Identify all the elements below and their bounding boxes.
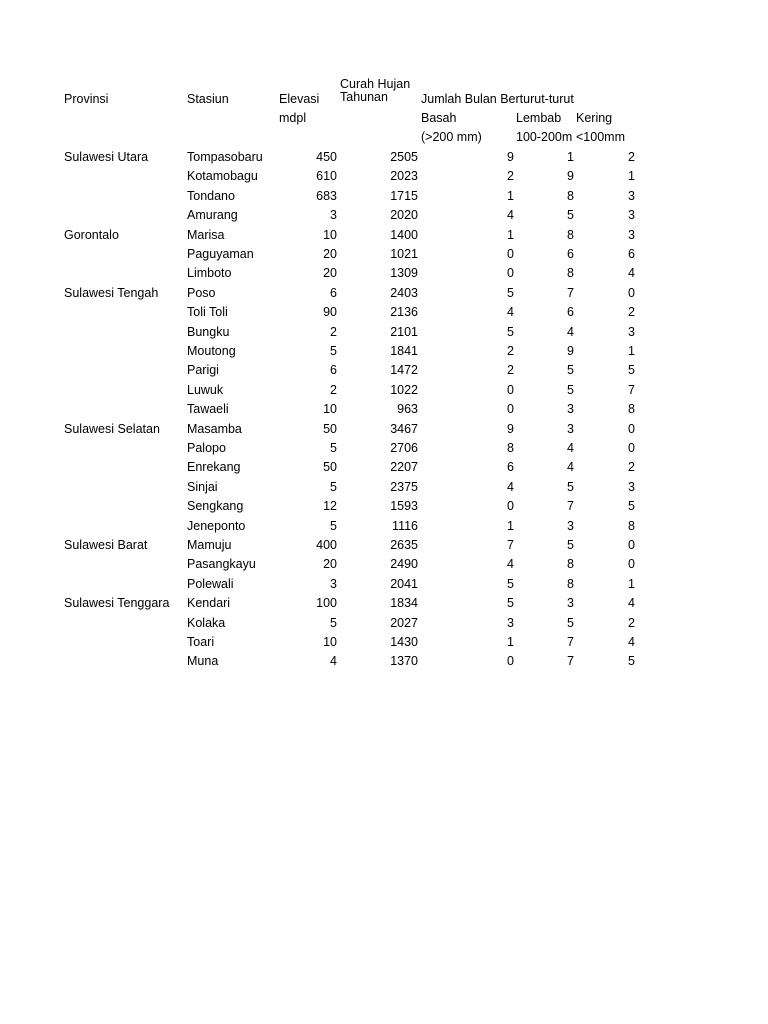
cell-elevasi: 12 bbox=[323, 499, 337, 513]
cell-basah: 4 bbox=[507, 208, 514, 222]
cell-curah-hujan: 1841 bbox=[390, 344, 418, 358]
cell-kering: 1 bbox=[628, 344, 635, 358]
cell-kering: 0 bbox=[628, 286, 635, 300]
cell-elevasi: 2 bbox=[330, 325, 337, 339]
cell-kering: 4 bbox=[628, 596, 635, 610]
cell-lembab: 8 bbox=[567, 266, 574, 280]
header-jumlah-bulan: Jumlah Bulan Berturut-turut bbox=[421, 92, 574, 106]
cell-kering: 1 bbox=[628, 577, 635, 591]
cell-lembab: 3 bbox=[567, 519, 574, 533]
cell-lembab: 4 bbox=[567, 441, 574, 455]
header-curah-hujan: Curah Hujan bbox=[340, 77, 411, 91]
cell-kering: 0 bbox=[628, 538, 635, 552]
cell-basah: 0 bbox=[507, 247, 514, 261]
cell-kering: 0 bbox=[628, 557, 635, 571]
cell-stasiun: Kolaka bbox=[187, 616, 226, 630]
cell-basah: 8 bbox=[507, 441, 514, 455]
cell-lembab: 8 bbox=[567, 189, 574, 203]
cell-elevasi: 610 bbox=[316, 169, 337, 183]
cell-kering: 5 bbox=[628, 363, 635, 377]
cell-stasiun: Muna bbox=[187, 654, 219, 668]
cell-elevasi: 20 bbox=[323, 557, 337, 571]
cell-kering: 7 bbox=[628, 383, 635, 397]
cell-elevasi: 5 bbox=[330, 344, 337, 358]
cell-elevasi: 5 bbox=[330, 441, 337, 455]
cell-curah-hujan: 963 bbox=[397, 402, 418, 416]
cell-curah-hujan: 1593 bbox=[390, 499, 418, 513]
cell-kering: 1 bbox=[628, 169, 635, 183]
header-kering: Kering bbox=[576, 111, 613, 125]
cell-lembab: 1 bbox=[567, 150, 574, 164]
cell-lembab: 4 bbox=[567, 325, 574, 339]
cell-stasiun: Tondano bbox=[187, 189, 235, 203]
cell-stasiun: Poso bbox=[187, 286, 216, 300]
cell-lembab: 4 bbox=[567, 460, 574, 474]
cell-provinsi: Sulawesi Barat bbox=[64, 538, 148, 552]
cell-kering: 2 bbox=[628, 150, 635, 164]
cell-stasiun: Toli Toli bbox=[187, 305, 228, 319]
cell-stasiun: Palopo bbox=[187, 441, 226, 455]
cell-basah: 1 bbox=[507, 635, 514, 649]
cell-elevasi: 90 bbox=[323, 305, 337, 319]
cell-stasiun: Bungku bbox=[187, 325, 230, 339]
cell-lembab: 6 bbox=[567, 305, 574, 319]
cell-provinsi: Gorontalo bbox=[64, 228, 119, 242]
cell-basah: 5 bbox=[507, 325, 514, 339]
cell-kering: 8 bbox=[628, 519, 635, 533]
cell-elevasi: 450 bbox=[316, 150, 337, 164]
cell-curah-hujan: 1430 bbox=[390, 635, 418, 649]
cell-elevasi: 5 bbox=[330, 519, 337, 533]
cell-lembab: 7 bbox=[567, 654, 574, 668]
cell-basah: 2 bbox=[507, 363, 514, 377]
cell-provinsi: Sulawesi Selatan bbox=[64, 422, 160, 436]
cell-provinsi: Sulawesi Tenggara bbox=[64, 596, 170, 610]
cell-basah: 0 bbox=[507, 654, 514, 668]
cell-stasiun: Pasangkayu bbox=[187, 557, 256, 571]
cell-kering: 3 bbox=[628, 208, 635, 222]
cell-kering: 2 bbox=[628, 616, 635, 630]
cell-stasiun: Enrekang bbox=[187, 460, 241, 474]
cell-kering: 3 bbox=[628, 480, 635, 494]
cell-elevasi: 50 bbox=[323, 460, 337, 474]
cell-stasiun: Sengkang bbox=[187, 499, 244, 513]
cell-lembab: 9 bbox=[567, 169, 574, 183]
cell-stasiun: Limboto bbox=[187, 266, 232, 280]
cell-lembab: 5 bbox=[567, 363, 574, 377]
cell-basah: 0 bbox=[507, 499, 514, 513]
cell-basah: 9 bbox=[507, 150, 514, 164]
cell-curah-hujan: 1400 bbox=[390, 228, 418, 242]
cell-lembab: 8 bbox=[567, 557, 574, 571]
cell-lembab: 8 bbox=[567, 228, 574, 242]
cell-basah: 2 bbox=[507, 169, 514, 183]
cell-basah: 1 bbox=[507, 519, 514, 533]
cell-kering: 3 bbox=[628, 189, 635, 203]
cell-stasiun: Jeneponto bbox=[187, 519, 246, 533]
cell-lembab: 7 bbox=[567, 499, 574, 513]
cell-elevasi: 400 bbox=[316, 538, 337, 552]
cell-provinsi: Sulawesi Tengah bbox=[64, 286, 159, 300]
cell-kering: 6 bbox=[628, 247, 635, 261]
cell-stasiun: Tompasobaru bbox=[187, 150, 263, 164]
cell-stasiun: Moutong bbox=[187, 344, 236, 358]
cell-curah-hujan: 1022 bbox=[390, 383, 418, 397]
cell-kering: 8 bbox=[628, 402, 635, 416]
cell-kering: 4 bbox=[628, 635, 635, 649]
cell-basah: 1 bbox=[507, 189, 514, 203]
cell-kering: 4 bbox=[628, 266, 635, 280]
cell-curah-hujan: 1309 bbox=[390, 266, 418, 280]
cell-elevasi: 5 bbox=[330, 616, 337, 630]
cell-curah-hujan: 1116 bbox=[392, 519, 418, 533]
cell-curah-hujan: 2041 bbox=[390, 577, 418, 591]
cell-basah: 7 bbox=[507, 538, 514, 552]
cell-basah: 4 bbox=[507, 305, 514, 319]
cell-curah-hujan: 2490 bbox=[390, 557, 418, 571]
header-tahunan: Tahunan bbox=[340, 90, 388, 104]
cell-elevasi: 5 bbox=[330, 480, 337, 494]
cell-basah: 1 bbox=[507, 228, 514, 242]
cell-curah-hujan: 1834 bbox=[390, 596, 418, 610]
cell-basah: 3 bbox=[507, 616, 514, 630]
cell-kering: 2 bbox=[628, 460, 635, 474]
cell-elevasi: 6 bbox=[330, 363, 337, 377]
cell-stasiun: Paguyaman bbox=[187, 247, 254, 261]
cell-basah: 4 bbox=[507, 557, 514, 571]
cell-curah-hujan: 2505 bbox=[390, 150, 418, 164]
cell-basah: 0 bbox=[507, 383, 514, 397]
cell-curah-hujan: 1715 bbox=[390, 189, 418, 203]
header-provinsi: Provinsi bbox=[64, 92, 109, 106]
cell-stasiun: Tawaeli bbox=[187, 402, 229, 416]
header-lembab: Lembab bbox=[516, 111, 562, 125]
cell-stasiun: Parigi bbox=[187, 363, 219, 377]
cell-basah: 5 bbox=[507, 596, 514, 610]
cell-stasiun: Masamba bbox=[187, 422, 242, 436]
cell-stasiun: Kendari bbox=[187, 596, 231, 610]
cell-elevasi: 10 bbox=[323, 402, 337, 416]
header-basah-range: (>200 mm) bbox=[421, 130, 482, 144]
cell-curah-hujan: 3467 bbox=[390, 422, 418, 436]
cell-basah: 0 bbox=[507, 402, 514, 416]
cell-kering: 0 bbox=[628, 441, 635, 455]
cell-kering: 3 bbox=[628, 325, 635, 339]
cell-elevasi: 2 bbox=[330, 383, 337, 397]
cell-lembab: 5 bbox=[567, 538, 574, 552]
cell-lembab: 3 bbox=[567, 422, 574, 436]
cell-curah-hujan: 2706 bbox=[390, 441, 418, 455]
cell-curah-hujan: 2207 bbox=[390, 460, 418, 474]
cell-kering: 0 bbox=[628, 422, 635, 436]
cell-stasiun: Sinjai bbox=[187, 480, 218, 494]
cell-lembab: 5 bbox=[567, 208, 574, 222]
cell-stasiun: Mamuju bbox=[187, 538, 232, 552]
cell-stasiun: Amurang bbox=[187, 208, 238, 222]
cell-stasiun: Marisa bbox=[187, 228, 225, 242]
header-elevasi-unit: mdpl bbox=[279, 111, 307, 125]
cell-provinsi: Sulawesi Utara bbox=[64, 150, 149, 164]
cell-elevasi: 20 bbox=[323, 266, 337, 280]
cell-kering: 5 bbox=[628, 654, 635, 668]
cell-elevasi: 4 bbox=[330, 654, 337, 668]
cell-stasiun: Luwuk bbox=[187, 383, 224, 397]
cell-curah-hujan: 2027 bbox=[390, 616, 418, 630]
cell-lembab: 7 bbox=[567, 286, 574, 300]
cell-elevasi: 3 bbox=[330, 577, 337, 591]
cell-elevasi: 3 bbox=[330, 208, 337, 222]
cell-stasiun: Toari bbox=[187, 635, 215, 649]
cell-basah: 0 bbox=[507, 266, 514, 280]
cell-lembab: 5 bbox=[567, 383, 574, 397]
cell-curah-hujan: 1021 bbox=[390, 247, 418, 261]
cell-elevasi: 10 bbox=[323, 635, 337, 649]
cell-curah-hujan: 2375 bbox=[390, 480, 418, 494]
cell-basah: 5 bbox=[507, 577, 514, 591]
cell-lembab: 8 bbox=[567, 577, 574, 591]
header-kering-range: <100mm bbox=[576, 130, 625, 144]
header-lembab-range: 100-200m bbox=[516, 130, 573, 144]
cell-elevasi: 683 bbox=[316, 189, 337, 203]
cell-curah-hujan: 2020 bbox=[390, 208, 418, 222]
cell-elevasi: 6 bbox=[330, 286, 337, 300]
cell-lembab: 3 bbox=[567, 596, 574, 610]
cell-curah-hujan: 1370 bbox=[390, 654, 418, 668]
cell-elevasi: 50 bbox=[323, 422, 337, 436]
cell-curah-hujan: 2101 bbox=[390, 325, 418, 339]
cell-curah-hujan: 1472 bbox=[390, 363, 418, 377]
cell-elevasi: 20 bbox=[323, 247, 337, 261]
cell-curah-hujan: 2635 bbox=[390, 538, 418, 552]
cell-basah: 5 bbox=[507, 286, 514, 300]
cell-elevasi: 10 bbox=[323, 228, 337, 242]
cell-basah: 6 bbox=[507, 460, 514, 474]
cell-lembab: 7 bbox=[567, 635, 574, 649]
cell-lembab: 3 bbox=[567, 402, 574, 416]
cell-stasiun: Kotamobagu bbox=[187, 169, 258, 183]
cell-basah: 4 bbox=[507, 480, 514, 494]
cell-curah-hujan: 2136 bbox=[390, 305, 418, 319]
header-elevasi: Elevasi bbox=[279, 92, 320, 106]
cell-curah-hujan: 2023 bbox=[390, 169, 418, 183]
cell-lembab: 6 bbox=[567, 247, 574, 261]
header-basah: Basah bbox=[421, 111, 457, 125]
cell-lembab: 5 bbox=[567, 616, 574, 630]
cell-kering: 3 bbox=[628, 228, 635, 242]
cell-curah-hujan: 2403 bbox=[390, 286, 418, 300]
cell-lembab: 5 bbox=[567, 480, 574, 494]
cell-kering: 5 bbox=[628, 499, 635, 513]
cell-lembab: 9 bbox=[567, 344, 574, 358]
cell-basah: 2 bbox=[507, 344, 514, 358]
cell-elevasi: 100 bbox=[316, 596, 337, 610]
header-stasiun: Stasiun bbox=[187, 92, 229, 106]
cell-basah: 9 bbox=[507, 422, 514, 436]
cell-kering: 2 bbox=[628, 305, 635, 319]
cell-stasiun: Polewali bbox=[187, 577, 234, 591]
